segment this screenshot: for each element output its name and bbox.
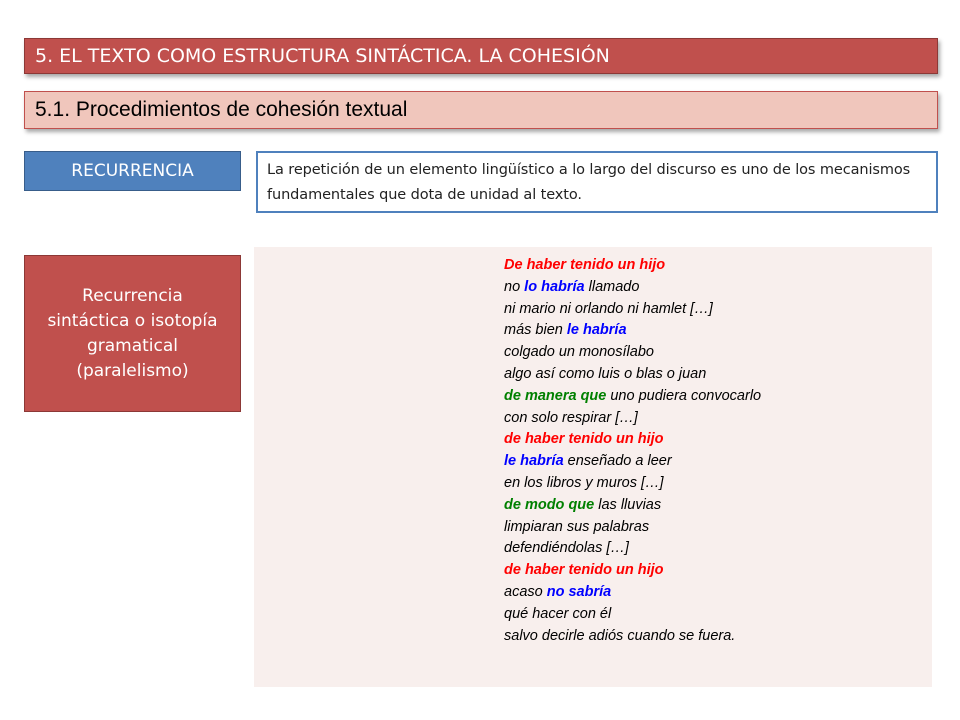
poem-text: algo así como luis o blas o juan — [504, 365, 707, 382]
poem-line — [504, 604, 761, 626]
poem-text: con solo respirar […] — [504, 409, 638, 426]
poem-line — [504, 451, 761, 473]
category-line: gramatical — [86, 335, 179, 356]
poem-text: colgado un monosílabo — [504, 344, 654, 361]
definition-box: La repetición de un elemento lingüístico a lo largo del discurso es uno de los mecanismos fundamentales que dota de unidad al texto. — [256, 151, 938, 213]
poem-line — [504, 342, 761, 364]
poem-highlight-green: de modo que — [504, 496, 595, 513]
subsection-title: 5.1. Procedimientos de cohesión textual — [24, 91, 938, 129]
poem-line — [504, 364, 761, 386]
poem-text: limpiaran sus palabras — [504, 518, 650, 535]
poem-text: enseñado a leer — [563, 453, 672, 470]
poem-text: uno pudiera convocarlo — [606, 387, 762, 404]
category-text — [43, 284, 221, 384]
poem — [504, 255, 761, 647]
poem-highlight-blue: le habría — [504, 453, 564, 470]
poem-highlight-blue: no sabría — [546, 583, 612, 600]
poem-text: llamado — [584, 278, 640, 295]
poem-line — [504, 560, 761, 582]
poem-text: qué hacer con él — [504, 605, 612, 622]
poem-text: las lluvias — [594, 496, 662, 513]
poem-highlight-red: de haber tenido un hijo — [504, 431, 664, 448]
poem-line — [504, 299, 761, 321]
poem-text: no — [504, 278, 525, 295]
poem-line — [504, 408, 761, 430]
category-box — [24, 255, 241, 412]
poem-highlight-green: de manera que — [504, 387, 607, 404]
poem-line — [504, 517, 761, 539]
poem-line — [504, 386, 761, 408]
poem-text: ni mario ni orlando ni hamlet […] — [504, 300, 713, 317]
poem-text: acaso — [504, 583, 547, 600]
poem-highlight-red: de haber tenido un hijo — [504, 562, 664, 579]
poem-line — [504, 495, 761, 517]
poem-text: salvo decirle adiós cuando se fuera. — [504, 627, 736, 644]
poem-line — [504, 582, 761, 604]
poem-text: defendiéndolas […] — [504, 540, 629, 557]
poem-panel — [254, 247, 932, 687]
poem-text: en los libros y muros […] — [504, 474, 664, 491]
poem-line — [504, 255, 761, 277]
poem-highlight-blue: le habría — [566, 322, 627, 339]
section-title: 5. EL TEXTO COMO ESTRUCTURA SINTÁCTICA. LA COHESIÓN — [24, 38, 938, 74]
poem-text: más bien — [504, 322, 567, 339]
poem-line — [504, 538, 761, 560]
category-line: (paralelismo) — [76, 360, 189, 381]
poem-line — [504, 626, 761, 648]
category-line: Recurrencia — [82, 285, 183, 306]
poem-line — [504, 429, 761, 451]
recurrencia-label: RECURRENCIA — [24, 151, 241, 191]
poem-line — [504, 473, 761, 495]
poem-line — [504, 320, 761, 342]
poem-highlight-blue: lo habría — [524, 278, 585, 295]
poem-line — [504, 277, 761, 299]
category-line: sintáctica o isotopía — [47, 310, 218, 331]
poem-highlight-red: De haber tenido un hijo — [504, 257, 666, 273]
